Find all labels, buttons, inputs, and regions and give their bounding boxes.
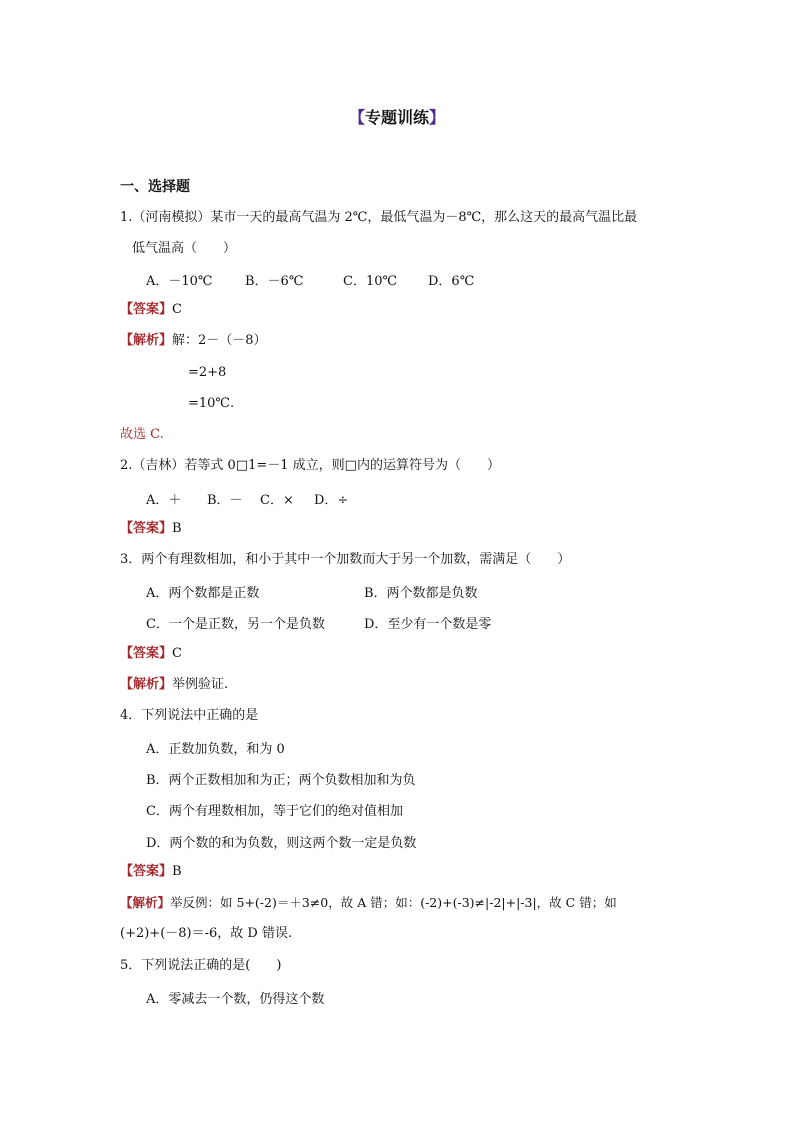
q1-option-a: A．－10℃ — [146, 274, 213, 289]
q1-step2: =10℃. — [188, 396, 235, 411]
answer-value: B — [172, 521, 182, 536]
section-heading: 一、选择题 — [120, 179, 190, 195]
q1-step1: =2+8 — [188, 365, 227, 380]
q2-stem: 2.（吉林）若等式 0□1=－1 成立，则□内的运算符号为（ ） — [120, 458, 500, 473]
q4-option-c: C．两个有理数相加，等于它们的绝对值相加 — [146, 804, 403, 819]
answer-label: 【答案】 — [120, 646, 173, 661]
q5-option-a: A．零减去一个数，仍得这个数 — [146, 992, 325, 1007]
q2-option-b: B．－ — [207, 493, 243, 508]
q2-answer — [120, 520, 182, 538]
q4-option-b: B．两个正数相加和为正；两个负数相加和为负 — [146, 773, 416, 788]
answer-value: C — [172, 646, 182, 661]
title-bracket-open: 【 — [348, 108, 365, 127]
answer-value: B — [172, 864, 182, 879]
q4-option-d: D．两个数的和为负数，则这两个数一定是负数 — [146, 836, 417, 851]
q3-option-a: A．两个数都是正数 — [146, 586, 260, 601]
title-text: 专题训练 — [364, 108, 429, 127]
q2-option-c: C．× — [260, 493, 294, 508]
answer-value: C — [172, 302, 182, 317]
q3-stem: 3．两个有理数相加，和小于其中一个加数而大于另一个加数，需满足（ ） — [120, 552, 571, 567]
q3-analysis — [120, 676, 228, 694]
q1-stem-line2: 低气温高（ ） — [132, 241, 237, 256]
title-bracket-close: 】 — [429, 108, 446, 127]
q2-option-a: A．＋ — [146, 493, 182, 508]
analysis-text: 解：2－（－8） — [172, 333, 267, 348]
q1-option-c: C．10℃ — [343, 274, 398, 289]
q1-analysis — [120, 332, 267, 350]
q4-answer — [120, 863, 182, 881]
q3-option-b: B．两个数都是负数 — [364, 586, 478, 601]
analysis-label: 【解析】 — [120, 895, 171, 910]
answer-label: 【答案】 — [120, 864, 173, 879]
q3-answer — [120, 645, 182, 663]
q4-option-a: A．正数加负数，和为 0 — [146, 742, 285, 757]
q4-analysis — [120, 894, 617, 912]
analysis-label: 【解析】 — [120, 333, 173, 348]
analysis-text: 举反例：如 5+(-2)＝＋3≠0，故 A 错；如：(-2)+(-3)≠|-2|+|-3|，故 C 错；如 — [170, 895, 617, 910]
q4-stem: 4．下列说法中正确的是 — [120, 708, 259, 723]
answer-label: 【答案】 — [120, 302, 173, 317]
analysis-text: 举例验证. — [172, 677, 229, 692]
analysis-label: 【解析】 — [120, 677, 173, 692]
page-title — [0, 105, 794, 128]
q4-analysis-line2: (+2)+(－8)＝-6，故 D 错误. — [120, 926, 293, 941]
q2-option-d: D．÷ — [314, 493, 349, 508]
q1-option-d: D．6℃ — [428, 274, 475, 289]
q3-option-d: D．至少有一个数是零 — [364, 617, 492, 632]
q5-stem: 5．下列说法正确的是( ) — [120, 958, 282, 973]
q1-stem-line1: 1.（河南模拟）某市一天的最高气温为 2℃，最低气温为－8℃，那么这天的最高气温比最 — [120, 210, 638, 225]
answer-label: 【答案】 — [120, 521, 173, 536]
q1-option-b: B．－6℃ — [245, 274, 304, 289]
q1-conclusion: 故选 C. — [120, 427, 164, 442]
q1-answer — [120, 301, 182, 319]
q3-option-c: C．一个是正数，另一个是负数 — [146, 617, 325, 632]
